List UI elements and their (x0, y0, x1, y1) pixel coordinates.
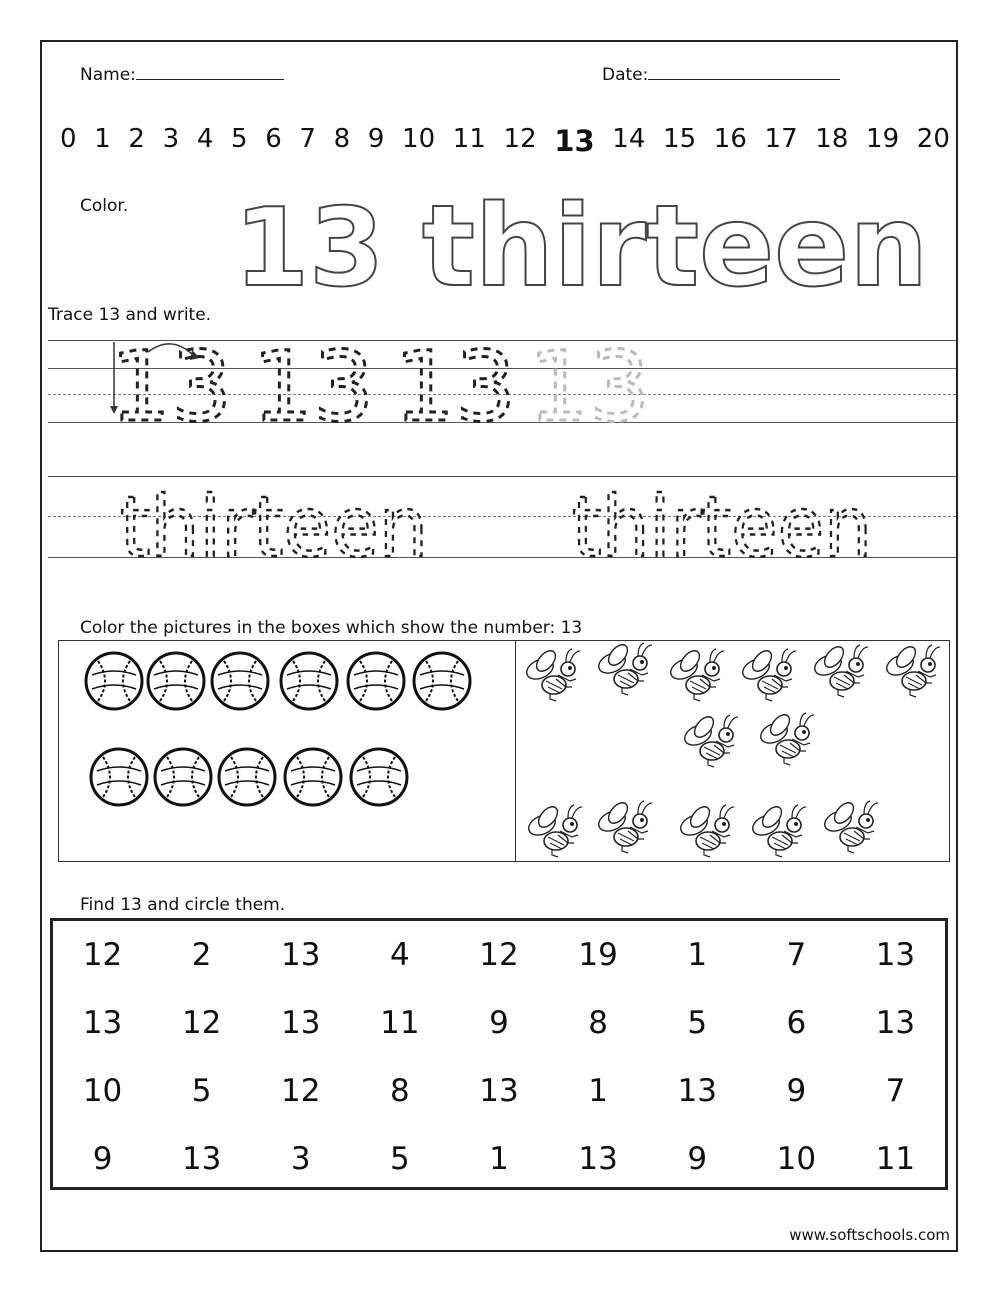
grid-number[interactable]: 10 (82, 1073, 123, 1109)
bee-icon (596, 799, 652, 853)
grid-number[interactable]: 3 (290, 1141, 311, 1177)
trace-label: Trace 13 and write. (48, 305, 212, 325)
baseball-icon (91, 749, 147, 805)
number-line-item: 20 (916, 124, 950, 154)
number-line-item: 0 (60, 124, 77, 154)
grid-number[interactable]: 13 (281, 1005, 321, 1041)
grid-number[interactable]: 13 (875, 937, 916, 973)
trace-number-3[interactable]: 13 (394, 331, 517, 430)
find-number-grid (50, 918, 948, 1190)
grid-number[interactable]: 12 (479, 937, 519, 973)
baseball-icon (155, 749, 211, 805)
grid-number[interactable]: 2 (191, 937, 212, 973)
grid-number[interactable]: 9 (687, 1141, 708, 1177)
baseball-icon (281, 653, 337, 709)
bee-icon (758, 711, 814, 765)
number-line-item: 5 (231, 124, 248, 154)
baseball-icon (86, 653, 142, 709)
bee-box[interactable] (515, 640, 950, 862)
trace-number-faint[interactable]: 13 (528, 331, 651, 430)
bee-icon (822, 799, 878, 853)
grid-row (53, 1057, 945, 1125)
grid-number[interactable]: 5 (390, 1141, 410, 1177)
number-line-item: 9 (367, 124, 385, 154)
grid-number[interactable]: 1 (588, 1073, 608, 1109)
grid-row (53, 921, 945, 989)
trace-model-number: 13 (110, 331, 233, 430)
number-line (60, 124, 950, 158)
grid-number[interactable]: 1 (489, 1141, 509, 1177)
number-line-item: 4 (196, 124, 214, 154)
grid-number[interactable]: 13 (281, 937, 321, 973)
date-label: Date: (602, 65, 649, 85)
bee-icon (884, 643, 940, 697)
bee-icon (668, 647, 724, 701)
grid-number[interactable]: 5 (191, 1073, 212, 1109)
color-label: Color. (80, 196, 129, 216)
number-line-item: 19 (866, 124, 900, 154)
baseball-group (59, 641, 515, 861)
number-line-item: 11 (452, 124, 486, 154)
baseball-icon (414, 653, 470, 709)
grid-number[interactable]: 13 (578, 1141, 618, 1177)
name-field[interactable] (80, 62, 284, 85)
date-field[interactable] (602, 62, 840, 85)
number-line-item: 12 (503, 124, 537, 154)
grid-number[interactable]: 10 (776, 1141, 817, 1177)
trace-number-row[interactable] (100, 330, 660, 430)
grid-number[interactable]: 1 (687, 937, 708, 973)
name-label: Name: (80, 65, 136, 85)
bee-icon (812, 643, 868, 697)
baseball-icon (285, 749, 341, 805)
outline-digit: 13 (234, 186, 385, 305)
pictures-label: Color the pictures in the boxes which show the number: 13 (80, 618, 583, 638)
find-label: Find 13 and circle them. (80, 895, 286, 915)
outline-title (230, 185, 950, 305)
outline-word: thirteen (422, 185, 928, 305)
number-line-item: 15 (663, 124, 697, 154)
grid-number[interactable]: 13 (82, 1005, 123, 1041)
bee-icon (596, 641, 652, 695)
number-line-item: 10 (402, 124, 436, 154)
bee-group (516, 641, 949, 861)
number-line-item: 1 (94, 124, 111, 154)
number-line-item: 14 (612, 124, 646, 154)
grid-number[interactable]: 5 (687, 1005, 708, 1041)
number-line-item: 18 (815, 124, 849, 154)
grid-number[interactable]: 13 (677, 1073, 717, 1109)
date-blank[interactable] (648, 62, 840, 80)
baseball-box[interactable] (58, 640, 516, 862)
baseball-icon (148, 653, 204, 709)
trace-word-1[interactable]: thirteen (120, 478, 428, 562)
bee-icon (526, 803, 582, 857)
number-line-item: 17 (764, 124, 798, 154)
grid-row (53, 1125, 945, 1193)
baseball-icon (348, 653, 404, 709)
grid-number[interactable]: 13 (875, 1005, 916, 1041)
baseball-icon (351, 749, 407, 805)
number-line-item: 8 (333, 124, 351, 154)
grid-number[interactable]: 9 (489, 1005, 509, 1041)
number-line-item: 2 (128, 124, 145, 154)
bee-icon (682, 713, 738, 767)
grid-number[interactable]: 11 (380, 1005, 420, 1041)
grid-number[interactable]: 8 (390, 1073, 410, 1109)
number-line-item: 3 (162, 124, 180, 154)
grid-number[interactable]: 12 (82, 937, 123, 973)
bee-icon (740, 647, 796, 701)
grid-number[interactable]: 6 (786, 1005, 807, 1041)
number-line-item: 13 (554, 124, 595, 158)
grid-number[interactable]: 13 (479, 1073, 519, 1109)
footer-site: www.softschools.com (789, 1226, 950, 1244)
grid-number[interactable]: 19 (578, 937, 618, 973)
baseball-icon (212, 653, 268, 709)
trace-word-row[interactable] (110, 470, 890, 562)
grid-number[interactable]: 9 (92, 1141, 113, 1177)
grid-number[interactable]: 8 (588, 1005, 608, 1041)
grid-number[interactable]: 12 (281, 1073, 321, 1109)
grid-number[interactable]: 4 (390, 937, 410, 973)
bee-icon (524, 647, 580, 701)
baseball-icon (219, 749, 275, 805)
grid-number[interactable]: 11 (875, 1141, 916, 1177)
trace-word-2[interactable]: thirteen (572, 478, 872, 562)
grid-number[interactable]: 7 (786, 937, 807, 973)
grid-number[interactable]: 7 (885, 1073, 906, 1109)
grid-row (53, 989, 945, 1057)
number-line-item: 7 (299, 124, 316, 154)
grid-number[interactable]: 13 (181, 1141, 222, 1177)
trace-number-2[interactable]: 13 (252, 331, 375, 430)
number-line-item: 6 (265, 124, 282, 154)
name-blank[interactable] (136, 62, 284, 80)
number-line-item: 16 (713, 124, 747, 154)
grid-number[interactable]: 12 (181, 1005, 222, 1041)
bee-icon (750, 803, 806, 857)
bee-icon (678, 803, 734, 857)
grid-number[interactable]: 9 (786, 1073, 807, 1109)
